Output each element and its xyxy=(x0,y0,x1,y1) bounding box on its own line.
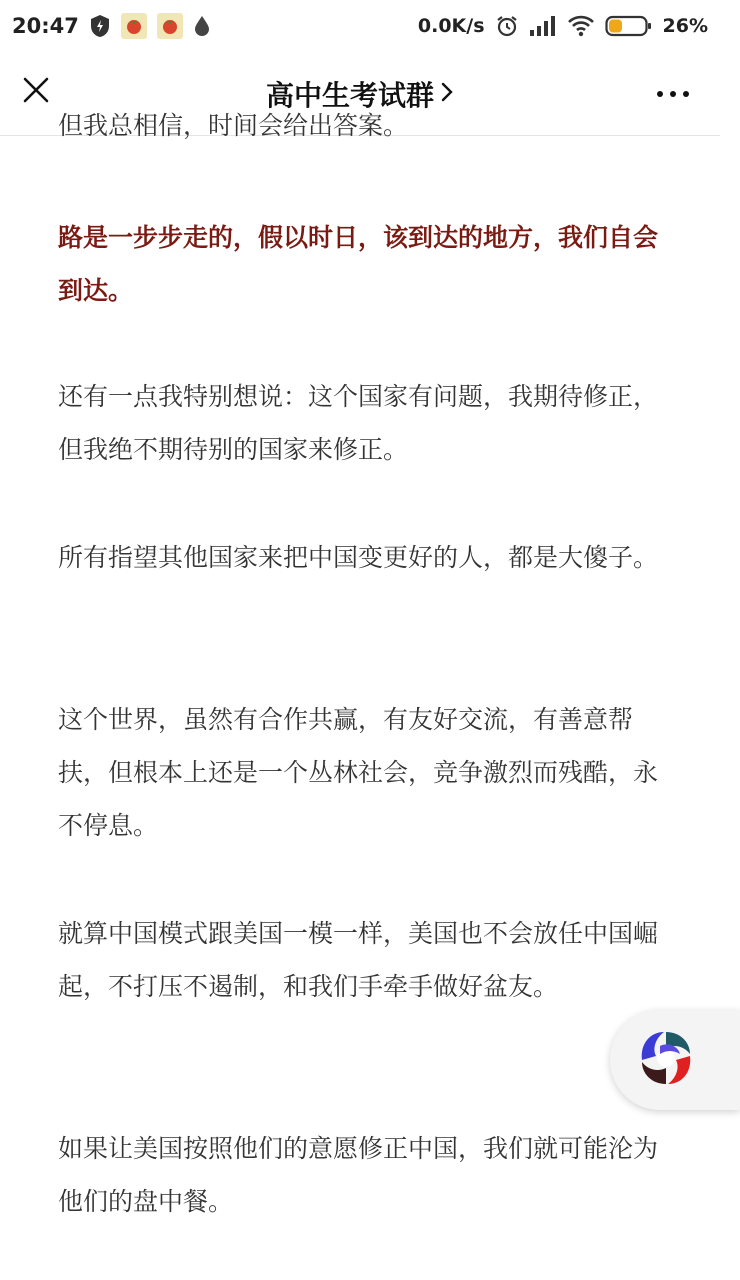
shield-icon xyxy=(89,14,111,38)
article-paragraph-cut: 但我总相信，时间会给出答案。 xyxy=(58,111,409,140)
status-bar xyxy=(0,0,720,52)
water-drop-icon xyxy=(193,15,211,37)
net-speed: 0.0K/s xyxy=(417,15,485,37)
article-paragraph: 就算中国模式跟美国一模一样，美国也不会放任中国崛起，不打压不遏制，和我们手牵手做好盆友。 xyxy=(58,919,659,1001)
floating-app-button[interactable] xyxy=(610,1010,740,1110)
article-body xyxy=(58,111,664,1280)
more-icon xyxy=(657,91,663,97)
article-paragraph: 所有指望其他国家来把中国变更好的人，都是大傻子。 xyxy=(58,543,659,572)
tomato-app-icon xyxy=(157,13,183,39)
article-paragraph: 还有一点我特别想说：这个国家有问题，我期待修正，但我绝不期待别的国家来修正。 xyxy=(58,382,659,464)
article-paragraph: 如果让美国按照他们的意愿修正中国，我们就可能沦为他们的盘中餐。 xyxy=(58,1134,659,1216)
page-title: 高中生考试群 xyxy=(265,79,434,112)
status-time: 20:47 xyxy=(12,14,79,38)
alarm-icon xyxy=(495,14,519,38)
wifi-icon xyxy=(567,15,595,37)
tomato-app-icon xyxy=(121,13,147,39)
battery-percent: 26% xyxy=(662,15,708,37)
app-logo-icon xyxy=(634,1026,698,1094)
article-paragraph: 这个世界，虽然有合作共赢，有友好交流，有善意帮扶，但根本上还是一个丛林社会，竞争激烈而残酷，永不停息。 xyxy=(58,705,659,840)
battery-icon xyxy=(605,14,653,38)
status-bar-left xyxy=(12,13,211,39)
article-paragraph-highlight: 路是一步步走的，假以时日，该到达的地方，我们自会到达。 xyxy=(58,223,659,305)
status-bar-right xyxy=(418,14,708,38)
signal-icon xyxy=(529,15,557,37)
